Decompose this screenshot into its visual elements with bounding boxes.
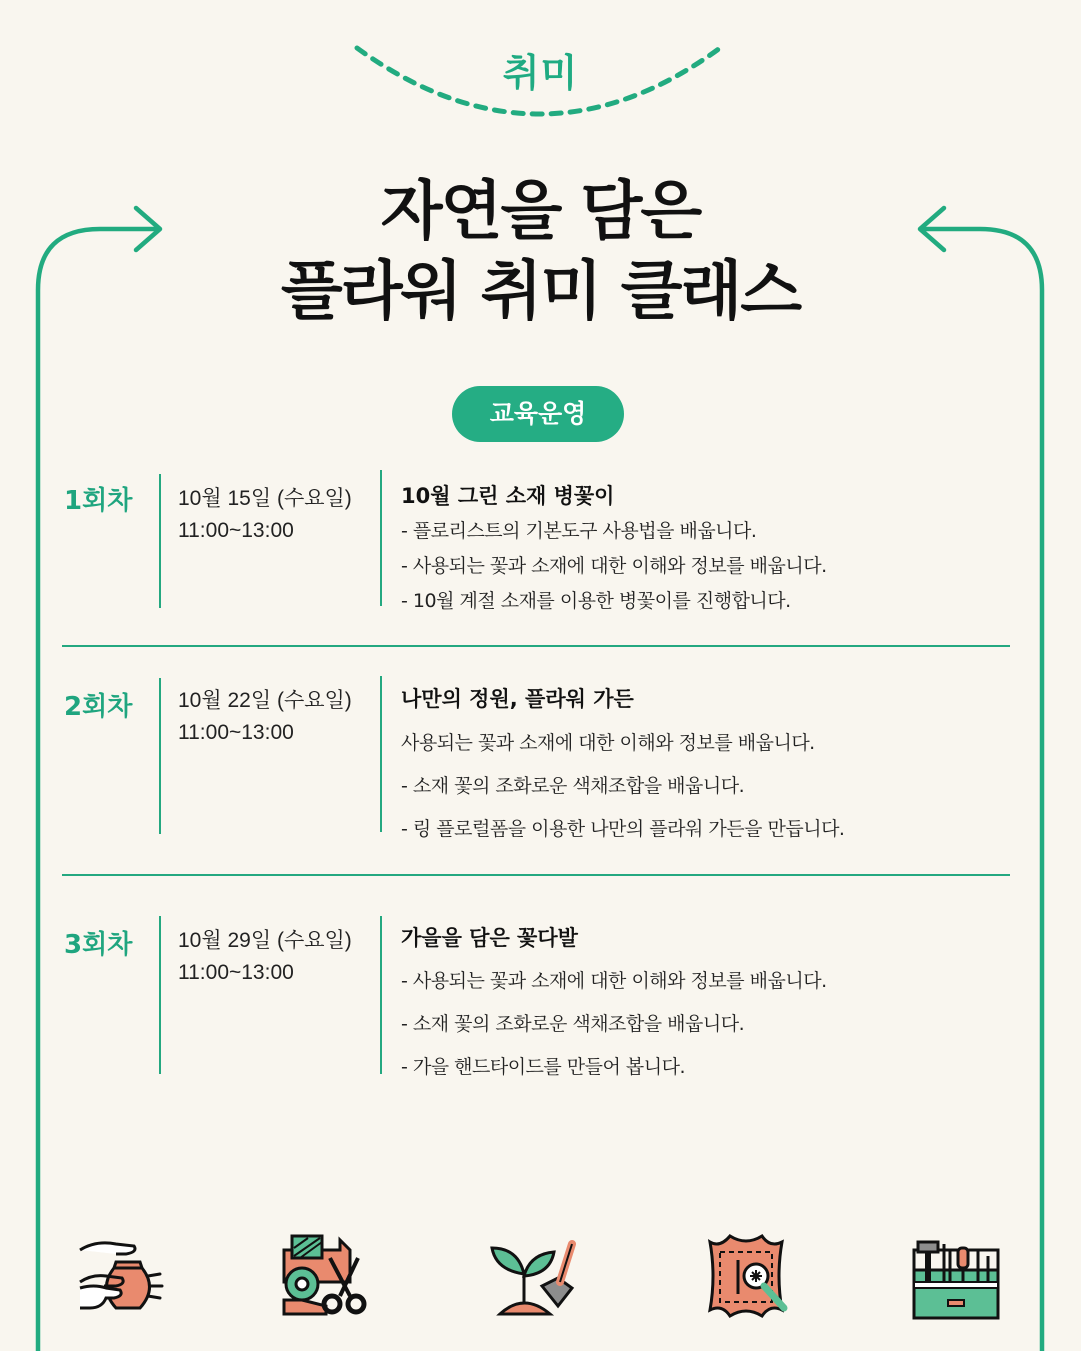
- toolbox-icon: [910, 1230, 1002, 1322]
- session-line: - 소재 꽃의 조화로운 색채조합을 배웁니다.: [401, 1013, 745, 1035]
- pottery-icon: [76, 1230, 168, 1322]
- session-line: - 사용되는 꽃과 소재에 대한 이해와 정보를 배웁니다.: [401, 970, 827, 992]
- session-date: 10월 22일 (수요일): [178, 689, 352, 712]
- session-line: - 10월 계절 소재를 이용한 병꽃이를 진행합니다.: [401, 590, 791, 612]
- session-date: 10월 29일 (수요일): [178, 929, 352, 952]
- divider-vertical: [159, 678, 161, 834]
- session-label: 2회차: [64, 692, 133, 722]
- page-title-line2: 플라워 취미 클래스: [280, 255, 801, 329]
- divider-vertical: [159, 474, 161, 608]
- session-line: - 소재 꽃의 조화로운 색채조합을 배웁니다.: [401, 775, 745, 797]
- session-time: 11:00~13:00: [178, 519, 294, 542]
- session-line: - 가을 핸드타이드를 만들어 봅니다.: [401, 1056, 686, 1078]
- session-line: - 플로리스트의 기본도구 사용법을 배웁니다.: [401, 520, 757, 542]
- gardening-icon: [488, 1230, 580, 1322]
- session-label: 1회차: [64, 486, 133, 516]
- section-badge: 교육운영: [452, 386, 624, 442]
- page-title-line1: 자연을 담은: [380, 175, 701, 249]
- fabric-sewing-icon: [280, 1230, 372, 1322]
- session-time: 11:00~13:00: [178, 961, 294, 984]
- session-3: [0, 916, 1081, 1076]
- divider-vertical: [159, 916, 161, 1074]
- session-time: 11:00~13:00: [178, 721, 294, 744]
- divider-horizontal: [62, 874, 1010, 876]
- session-date: 10월 15일 (수요일): [178, 487, 352, 510]
- divider-vertical: [380, 916, 382, 1074]
- session-1: [0, 474, 1081, 614]
- session-line: - 사용되는 꽃과 소재에 대한 이해와 정보를 배웁니다.: [401, 555, 827, 577]
- leather-craft-icon: [700, 1230, 792, 1322]
- session-label: 3회차: [64, 930, 133, 960]
- divider-horizontal: [62, 645, 1010, 647]
- session-2: [0, 678, 1081, 838]
- divider-vertical: [380, 676, 382, 832]
- category-label: 취미: [502, 51, 579, 95]
- session-line: - 링 플로럴폼을 이용한 나만의 플라워 가든을 만듭니다.: [401, 818, 845, 840]
- session-title: 가을을 담은 꽃다발: [401, 926, 578, 950]
- session-title: 나만의 정원, 플라워 가든: [401, 687, 634, 711]
- session-line: 사용되는 꽃과 소재에 대한 이해와 정보를 배웁니다.: [401, 732, 815, 754]
- divider-vertical: [380, 470, 382, 606]
- session-title: 10월 그린 소재 병꽃이: [401, 484, 615, 508]
